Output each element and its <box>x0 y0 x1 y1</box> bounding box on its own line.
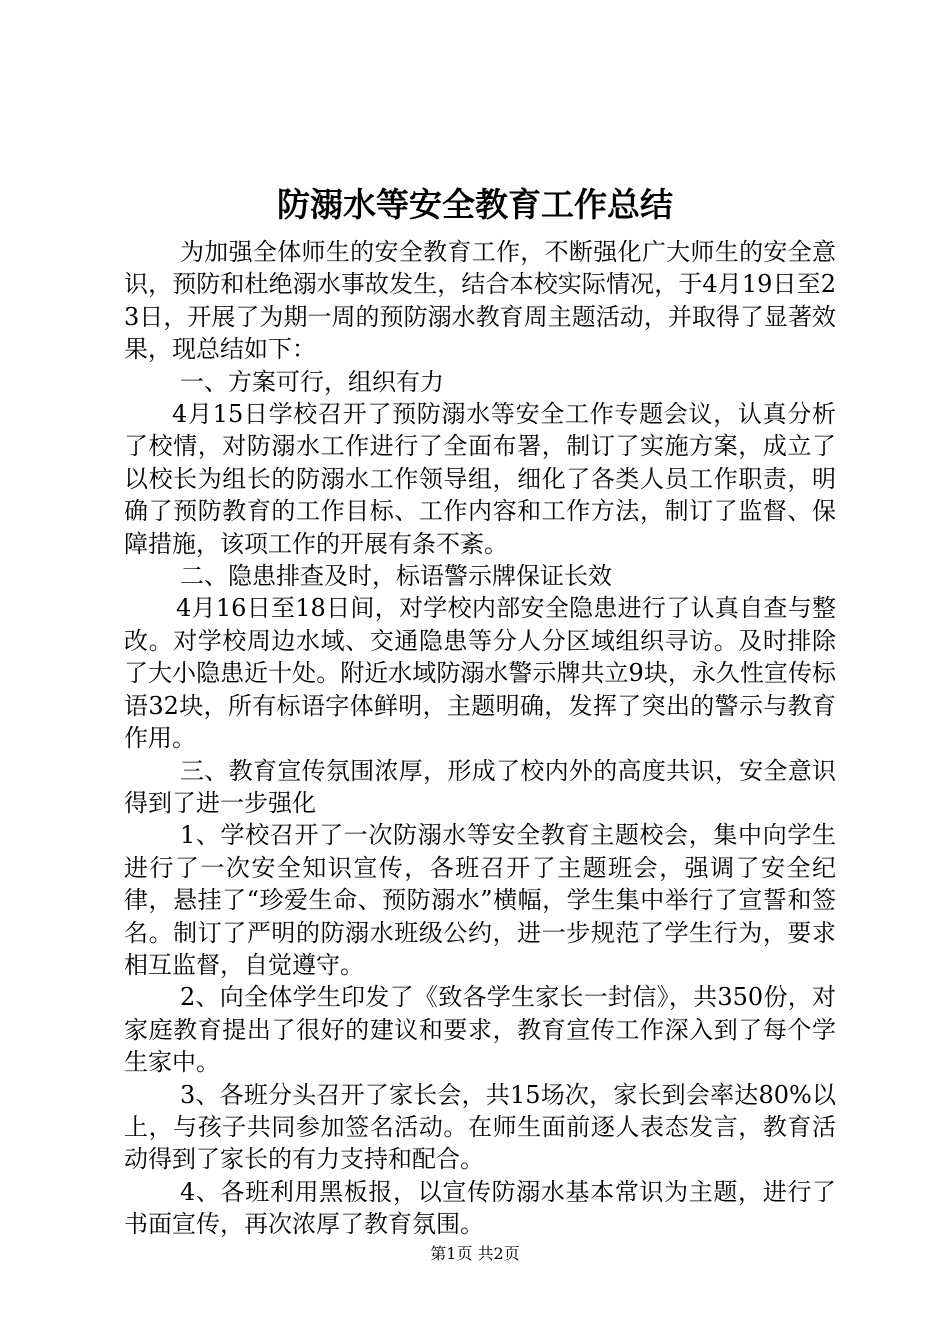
list-item: 1、学校召开了一次防溺水等安全教育主题校会，集中向学生进行了一次安全知识宣传，各班召开了主题班会，强调了安全纪律，悬挂了“珍爱生命、预防溺水”横幅，学生集中举行了宣誓和签名。制订了严明的防溺水班级公约，进一步规范了学生行为，要求相互监督，自觉遵守。 <box>124 821 836 979</box>
section-heading-2: 二、隐患排查及时，标语警示牌保证长效 <box>180 562 612 591</box>
section-heading-3: 三、教育宣传氛围浓厚，形成了校内外的高度共识，安全意识得到了进一步强化 <box>124 756 836 817</box>
body-paragraph: 4月15日学校召开了预防溺水等安全工作专题会议，认真分析了校情，对防溺水工作进行了全面布署，制订了实施方案，成立了以校长为组长的防溺水工作领导组，细化了各类人员工作职责，明确了预防教育的工作目标、工作内容和工作方法，制订了监督、保障措施，该项工作的开展有条不紊。 <box>124 400 836 558</box>
intro-paragraph: 为加强全体师生的安全教育工作，不断强化广大师生的安全意识，预防和杜绝溺水事故发生，结合本校实际情况，于4月19日至23日，开展了为期一周的预防溺水教育周主题活动，并取得了显著效果，现总结如下： <box>124 238 836 364</box>
body-paragraph: 4月16日至18日间，对学校内部安全隐患进行了认真自查与整改。对学校周边水域、交通隐患等分人分区域组织寻访。及时排除了大小隐患近十处。附近水域防溺水警示牌共立9块，永久性宣传标语32块，所有标语字体鲜明，主题明确，发挥了突出的警示与教育作用。 <box>124 594 836 753</box>
list-item: 2、向全体学生印发了《致各学生家长一封信》，共350份，对家庭教育提出了很好的建议和要求，教育宣传工作深入到了每个学生家中。 <box>124 983 836 1077</box>
page-footer: 第1页 共2页 <box>430 1244 520 1263</box>
document-body <box>124 236 836 1241</box>
list-item: 3、各班分头召开了家长会，共15场次，家长到会率达80%以上，与孩子共同参加签名活动。在师生面前逐人表态发言，教育活动得到了家长的有力支持和配合。 <box>124 1080 836 1174</box>
document-title: 防溺水等安全教育工作总结 <box>277 185 673 224</box>
section-heading-1: 一、方案可行，组织有力 <box>180 367 444 396</box>
list-item: 4、各班利用黑板报，以宣传防溺水基本常识为主题，进行了书面宣传，再次浓厚了教育氛围。 <box>124 1177 836 1239</box>
